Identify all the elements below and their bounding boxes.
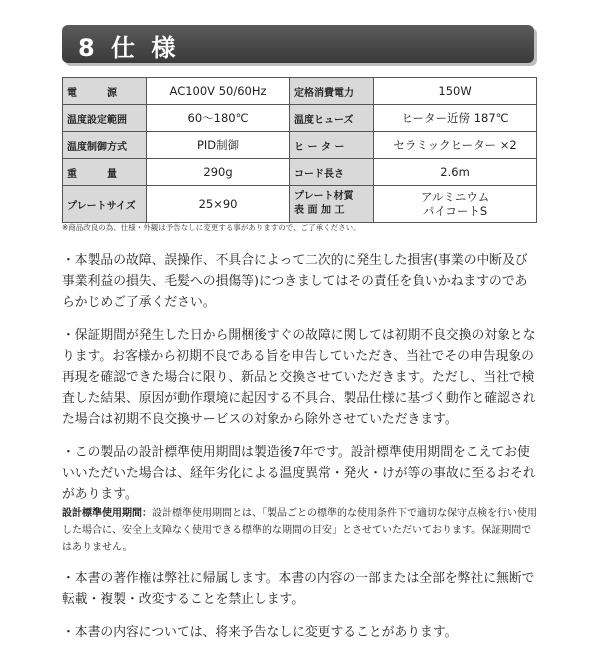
spec-label: コード長さ: [290, 159, 374, 186]
spec-label: 温度ヒューズ: [290, 105, 374, 132]
spec-label: ヒ ー タ ー: [290, 132, 374, 159]
spec-label: プレート材質 表 面 加 工: [290, 186, 374, 223]
spec-value: 60～180℃: [147, 105, 290, 132]
notice-copyright: ・本書の著作権は弊社に帰属します。本書の内容の一部または全部を弊社に無断で転載・複製・改変することを禁止します。: [62, 571, 535, 607]
spec-value: 25×90: [147, 186, 290, 223]
spec-row: [63, 78, 537, 105]
spec-table: [62, 77, 537, 223]
usage-period-definition: [62, 505, 540, 556]
spec-value: セラミックヒーター ×2: [374, 132, 537, 159]
notice-text: [62, 250, 540, 655]
spec-row: [63, 132, 537, 159]
spec-row: [63, 105, 537, 132]
spec-label: 温度設定範囲: [63, 105, 147, 132]
spec-label: 定格消費電力: [290, 78, 374, 105]
notice-usage-period: ・この製品の設計標準使用期間は製造後7年です。設計標準使用期間をこえてお使いいただいた場合は、経年劣化による温度異常・発火・けが等の事故に至るおそれがあります。: [62, 445, 536, 502]
spec-value: AC100V 50/60Hz: [147, 78, 290, 105]
spec-value: 150W: [374, 78, 537, 105]
notice-change: ・本書の内容については、将来予告なしに変更することがあります。: [62, 625, 458, 640]
spec-note: ※商品改良の為、仕様・外観は予告なしに変更する事がありますので、ご了承ください。: [62, 223, 361, 232]
section-title: 8 仕 様: [78, 34, 180, 62]
usage-period-text: 設計標準使用期間とは、「製品ごとの標準的な使用条件下で適切な保守点検を行い使用した場合に、安全上支障なく使用できる標準的な期間の目安」とさせていただいております。保証期間ではありません。: [62, 508, 537, 553]
spec-row: [63, 186, 537, 223]
spec-label: 温度制御方式: [63, 132, 147, 159]
notice-damage: ・本製品の故障、誤操作、不具合によって二次的に発生した損害(事業の中断及び事業利益の損失、毛髪への損傷等)につきましてはその責任を負いかねますのであらかじめご了承ください。: [62, 253, 528, 310]
spec-value: 2.6m: [374, 159, 537, 186]
spec-row: [63, 159, 537, 186]
spec-value: PID制御: [147, 132, 290, 159]
section-banner: [62, 25, 534, 63]
spec-value: 290g: [147, 159, 290, 186]
notice-initial-defect: ・保証期間が発生した日から開梱後すぐの故障に関しては初期不良交換の対象となります。お客様から初期不良である旨を申告していただき、当社でその申告現象の再現を確認できた場合に限り、新品と交換させていただきます。ただし、当社で検査した結果、原因が動作環境に起因する不具合、製品仕様に基づく動作と確認された場合は初期不良交換サービスの対象から除外させていただきます。: [62, 328, 536, 427]
spec-label: 電 源: [63, 78, 147, 105]
spec-label: プレートサイズ: [63, 186, 147, 223]
usage-period-label: 設計標準使用期間：: [62, 508, 152, 519]
spec-value: アルミニウム パイコートS: [374, 186, 537, 223]
spec-value: ヒーター近傍 187℃: [374, 105, 537, 132]
spec-label: 重 量: [63, 159, 147, 186]
